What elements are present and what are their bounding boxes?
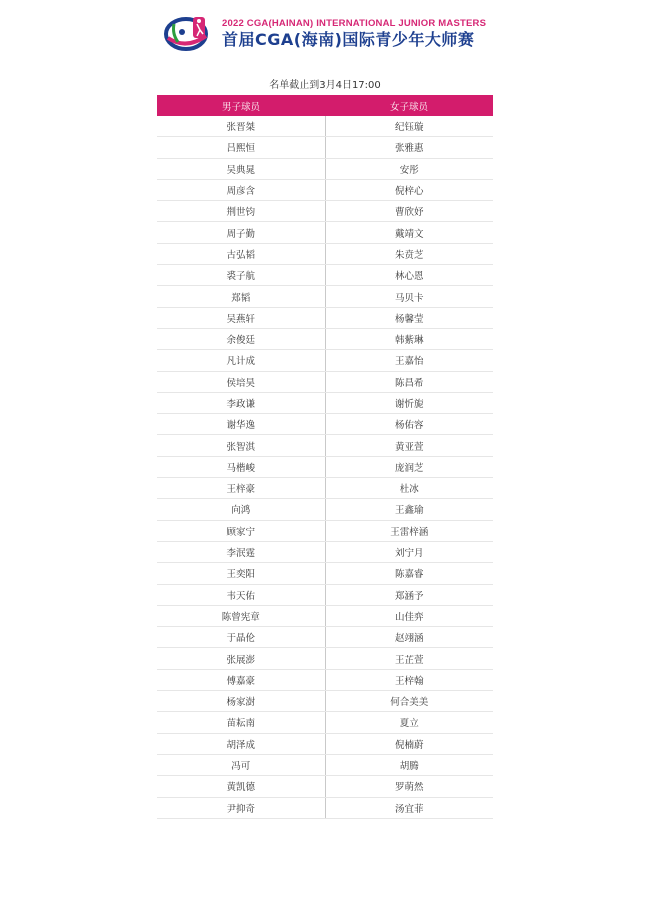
table-row <box>157 243 493 264</box>
table-row <box>157 414 493 435</box>
table-row <box>157 627 493 648</box>
table-row <box>157 691 493 712</box>
table-row <box>157 328 493 349</box>
table-row <box>157 435 493 456</box>
female-player-name: 郑涵予 <box>325 584 493 605</box>
roster-body <box>157 116 493 818</box>
male-player-name: 苗耘南 <box>157 712 325 733</box>
table-row <box>157 158 493 179</box>
table-row <box>157 307 493 328</box>
male-player-name: 吕熙恒 <box>157 137 325 158</box>
table-row <box>157 179 493 200</box>
male-player-name: 韦天佑 <box>157 584 325 605</box>
female-player-name: 王嘉怡 <box>325 350 493 371</box>
player-roster-table <box>157 95 493 819</box>
female-player-name: 戴靖文 <box>325 222 493 243</box>
male-player-name: 王奕阳 <box>157 563 325 584</box>
female-player-name: 何合美美 <box>325 691 493 712</box>
male-player-name: 李政谦 <box>157 392 325 413</box>
female-player-name: 谢忻旎 <box>325 392 493 413</box>
male-player-name: 张智淇 <box>157 435 325 456</box>
male-player-name: 侯培昊 <box>157 371 325 392</box>
event-header <box>162 14 492 52</box>
male-player-name: 古弘韬 <box>157 243 325 264</box>
female-player-name: 胡腾 <box>325 754 493 775</box>
table-row <box>157 350 493 371</box>
female-player-name: 张雅惠 <box>325 137 493 158</box>
male-players-header: 男子球员 <box>157 95 325 116</box>
table-row <box>157 754 493 775</box>
male-player-name: 冯可 <box>157 754 325 775</box>
table-row <box>157 776 493 797</box>
male-player-name: 张展澎 <box>157 648 325 669</box>
table-row <box>157 733 493 754</box>
table-row <box>157 520 493 541</box>
female-player-name: 倪梓心 <box>325 179 493 200</box>
male-player-name: 杨家澍 <box>157 691 325 712</box>
male-player-name: 胡泽成 <box>157 733 325 754</box>
female-player-name: 罗萌然 <box>325 776 493 797</box>
table-row <box>157 797 493 818</box>
female-player-name: 王鑫瑜 <box>325 499 493 520</box>
table-row <box>157 456 493 477</box>
female-player-name: 陈昌希 <box>325 371 493 392</box>
table-row <box>157 541 493 562</box>
table-row <box>157 286 493 307</box>
table-row <box>157 392 493 413</box>
event-title-english: 2022 CGA(HAINAN) INTERNATIONAL JUNIOR MASTERS <box>222 17 487 29</box>
female-player-name: 王梓翰 <box>325 669 493 690</box>
table-row <box>157 478 493 499</box>
female-player-name: 朱贲芝 <box>325 243 493 264</box>
female-player-name: 赵翊涵 <box>325 627 493 648</box>
female-player-name: 汤宜菲 <box>325 797 493 818</box>
female-player-name: 山佳弈 <box>325 605 493 626</box>
female-player-name: 韩紫琳 <box>325 328 493 349</box>
female-player-name: 安彤 <box>325 158 493 179</box>
table-row <box>157 137 493 158</box>
female-player-name: 杜冰 <box>325 478 493 499</box>
female-player-name: 黄亚萱 <box>325 435 493 456</box>
male-player-name: 陈曾宪章 <box>157 605 325 626</box>
event-title-chinese: 首届CGA(海南)国际青少年大师赛 <box>222 29 475 49</box>
male-player-name: 马楷峻 <box>157 456 325 477</box>
male-player-name: 周彦含 <box>157 179 325 200</box>
female-player-name: 杨佑容 <box>325 414 493 435</box>
female-player-name: 杨馨莹 <box>325 307 493 328</box>
male-player-name: 尹抑奇 <box>157 797 325 818</box>
male-player-name: 谢华逸 <box>157 414 325 435</box>
female-player-name: 陈嘉睿 <box>325 563 493 584</box>
male-player-name: 吴典晁 <box>157 158 325 179</box>
male-player-name: 荆世钧 <box>157 201 325 222</box>
table-row <box>157 563 493 584</box>
female-player-name: 王雷梓涵 <box>325 520 493 541</box>
male-player-name: 向鸿 <box>157 499 325 520</box>
male-player-name: 郑韬 <box>157 286 325 307</box>
table-header-row <box>157 95 493 116</box>
female-player-name: 林心恩 <box>325 265 493 286</box>
table-row <box>157 669 493 690</box>
female-player-name: 庞润芝 <box>325 456 493 477</box>
table-row <box>157 222 493 243</box>
deadline-note: 名单截止到3月4日17:00 <box>269 80 381 91</box>
table-row <box>157 371 493 392</box>
male-player-name: 王梓豪 <box>157 478 325 499</box>
table-row <box>157 499 493 520</box>
male-player-name: 余俊廷 <box>157 328 325 349</box>
event-logo-icon <box>162 14 214 52</box>
table-row <box>157 605 493 626</box>
male-player-name: 傅嘉豪 <box>157 669 325 690</box>
male-player-name: 顾家宁 <box>157 520 325 541</box>
table-row <box>157 584 493 605</box>
table-row <box>157 648 493 669</box>
female-player-name: 马贝卡 <box>325 286 493 307</box>
female-player-name: 曹欣妤 <box>325 201 493 222</box>
female-players-header: 女子球员 <box>325 95 493 116</box>
table-row <box>157 116 493 137</box>
male-player-name: 于晶伦 <box>157 627 325 648</box>
table-row <box>157 265 493 286</box>
male-player-name: 周子勤 <box>157 222 325 243</box>
female-player-name: 纪钰璇 <box>325 116 493 137</box>
male-player-name: 裘子航 <box>157 265 325 286</box>
table-row <box>157 201 493 222</box>
male-player-name: 黄凯德 <box>157 776 325 797</box>
male-player-name: 李泯霆 <box>157 541 325 562</box>
female-player-name: 夏立 <box>325 712 493 733</box>
male-player-name: 凡计成 <box>157 350 325 371</box>
male-player-name: 吴燕轩 <box>157 307 325 328</box>
female-player-name: 刘宁月 <box>325 541 493 562</box>
table-row <box>157 712 493 733</box>
male-player-name: 张晋桀 <box>157 116 325 137</box>
female-player-name: 王芷萱 <box>325 648 493 669</box>
female-player-name: 倪楠蔚 <box>325 733 493 754</box>
